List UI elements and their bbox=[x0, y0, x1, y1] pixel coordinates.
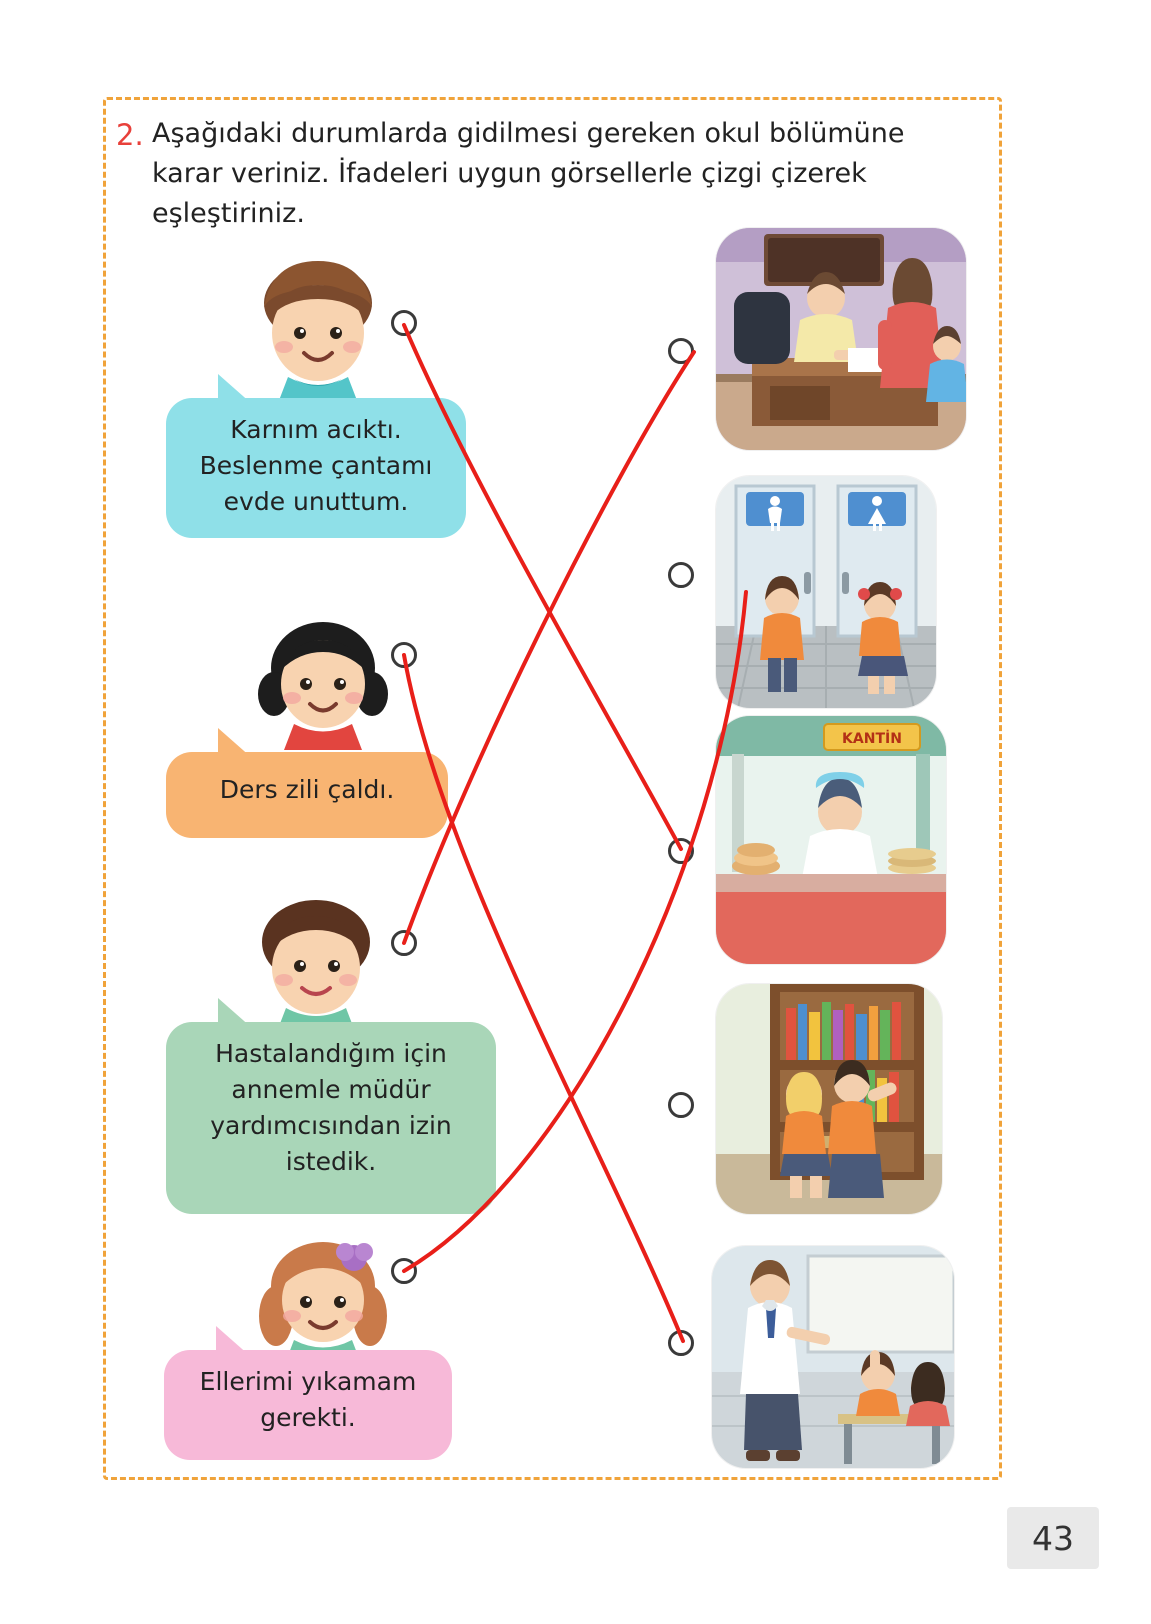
statement-text-hungry: Karnım acıktı. Beslenme çantamı evde unuttum. bbox=[199, 415, 433, 516]
statement-text-wash-hands: Ellerimi yıkamam gerekti. bbox=[199, 1367, 417, 1432]
bubble-tail bbox=[218, 998, 252, 1028]
image-principal-office bbox=[716, 228, 966, 450]
connector-dot-image-canteen[interactable] bbox=[668, 838, 694, 864]
connector-dot-statement-sick[interactable] bbox=[391, 930, 417, 956]
statement-text-sick: Hastalandığım için annemle müdür yardımcısından izin istedik. bbox=[210, 1039, 452, 1176]
question-number: 2. bbox=[116, 118, 144, 152]
connector-dot-image-principal-office[interactable] bbox=[668, 338, 694, 364]
svg-text:KANTİN: KANTİN bbox=[842, 731, 902, 747]
character-boy-brown-hair bbox=[248, 255, 388, 409]
speech-bubble-sick bbox=[166, 1022, 496, 1214]
speech-bubble-wash-hands bbox=[164, 1350, 452, 1460]
connector-dot-statement-hungry[interactable] bbox=[391, 310, 417, 336]
statement-text-bell: Ders zili çaldı. bbox=[219, 775, 395, 804]
connector-dot-image-library[interactable] bbox=[668, 1092, 694, 1118]
connector-dot-statement-bell[interactable] bbox=[391, 642, 417, 668]
speech-bubble-bell bbox=[166, 752, 448, 838]
bubble-tail bbox=[218, 728, 252, 758]
image-classroom bbox=[712, 1246, 954, 1468]
character-boy-dark-hair bbox=[244, 890, 389, 1039]
bubble-tail bbox=[216, 1326, 250, 1356]
bubble-tail bbox=[218, 374, 252, 404]
image-toilets bbox=[716, 476, 936, 708]
speech-bubble-hungry bbox=[166, 398, 466, 538]
connector-dot-image-classroom[interactable] bbox=[668, 1330, 694, 1356]
question-prompt: Aşağıdaki durumlarda gidilmesi gereken okul bölümüne karar veriniz. İfadeleri uygun görsellerle çizgi çizerek eşleştiriniz. bbox=[152, 118, 905, 229]
character-girl-black-pigtails bbox=[248, 612, 398, 756]
connector-dot-image-toilets[interactable] bbox=[668, 562, 694, 588]
connector-dot-statement-wash-hands[interactable] bbox=[391, 1258, 417, 1284]
image-library bbox=[716, 984, 942, 1214]
page-number: 43 bbox=[1007, 1507, 1099, 1569]
image-canteen bbox=[716, 716, 946, 964]
